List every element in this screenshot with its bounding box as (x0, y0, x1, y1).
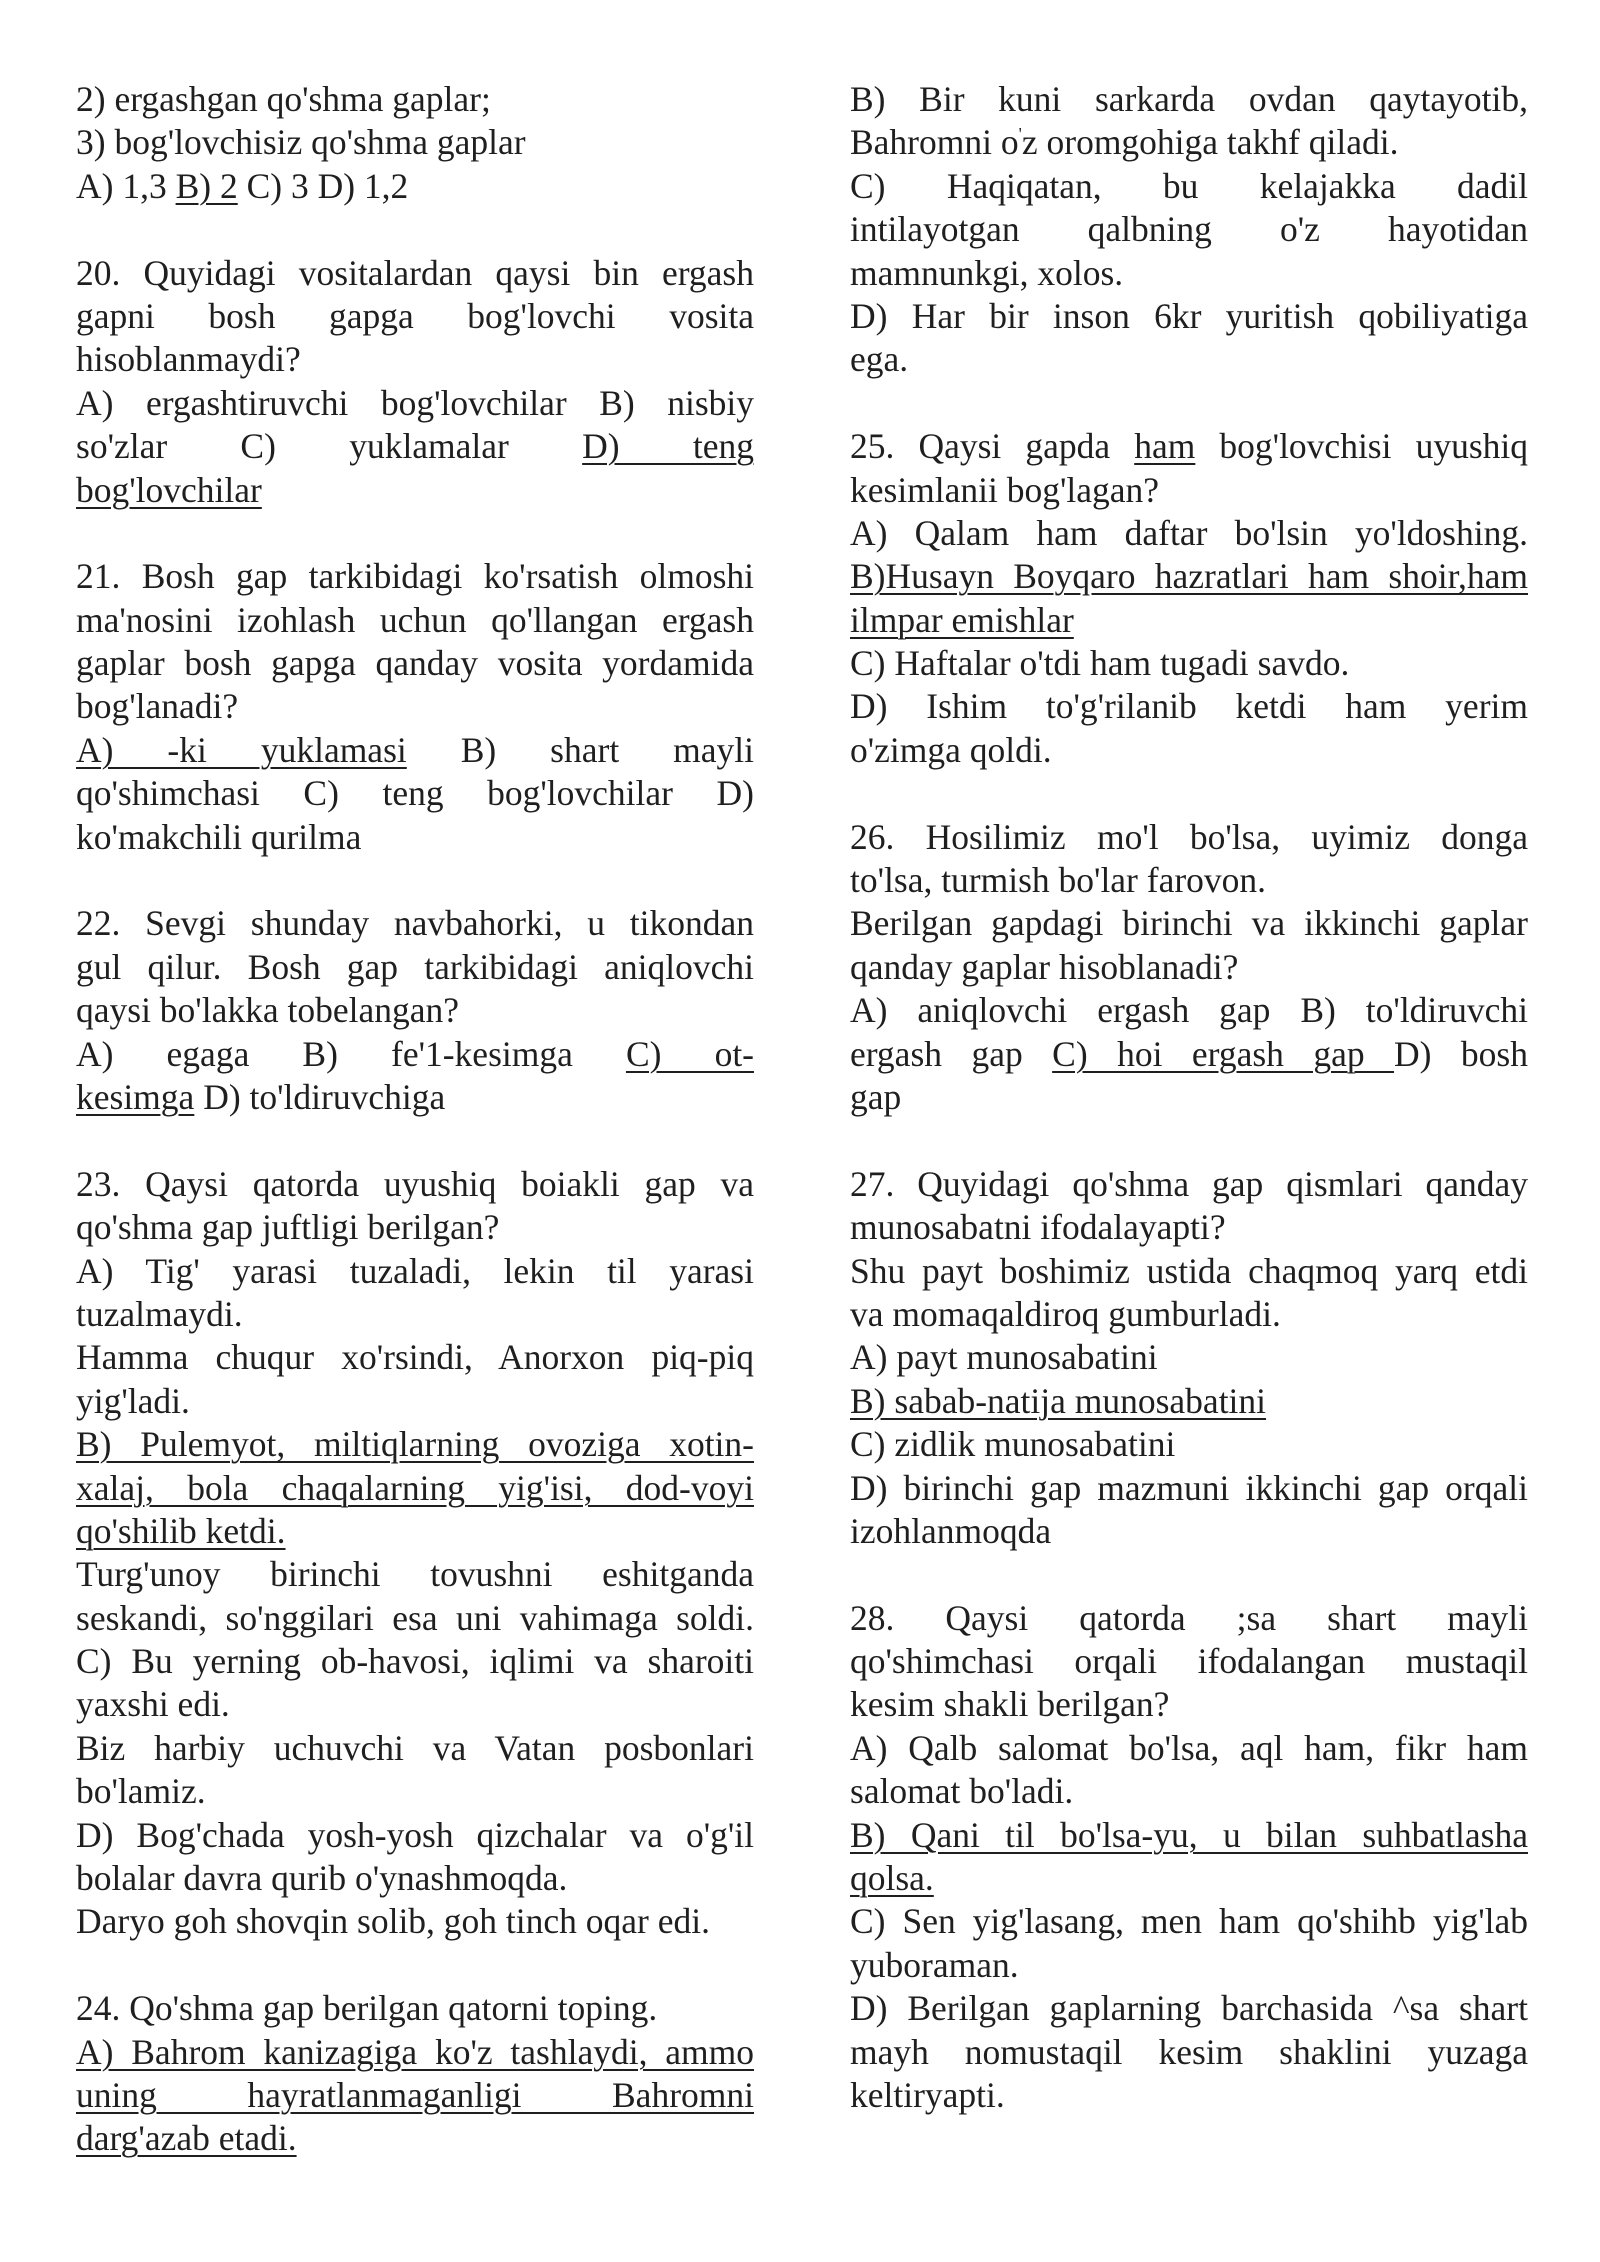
text-line: C) Sen yig'lasang, men ham qo'shihb yig'lab (850, 1901, 1528, 1942)
text-fragment: C) 3 D) 1,2 (237, 165, 409, 206)
text-line: yig'ladi. (76, 1380, 190, 1421)
text-line (850, 1814, 1528, 1857)
text-line (76, 1423, 754, 1466)
underlined-answer: D) teng (582, 426, 754, 467)
underlined-answer: darg'azab etadi. (76, 2118, 297, 2159)
underlined-answer: B) 2 (175, 165, 238, 206)
text-fragment: ' (1018, 124, 1022, 145)
text-fragment: A) egaga B) fe'1-kesimga (76, 1033, 626, 1074)
text-line: qanday gaplar hisoblanadi? (850, 946, 1239, 987)
text-line: ega. (850, 339, 909, 380)
underlined-answer: kesimga (76, 1076, 195, 1117)
text-line: C) Haqiqatan, bu kelajakka dadil (850, 165, 1528, 206)
blank-line (76, 1944, 754, 1987)
text-line: Daryo goh shovqin solib, goh tinch oqar edi. (76, 1901, 710, 1942)
blank-line (850, 1553, 1528, 1596)
text-line: kesim shakli berilgan? (850, 1684, 1170, 1725)
text-line (76, 2031, 754, 2074)
text-line: yuboraman. (850, 1944, 1019, 1985)
text-line: Hamma chuqur xo'rsindi, Anorxon piq-piq (76, 1337, 754, 1378)
blank-line (76, 512, 754, 555)
text-line: 23. Qaysi qatorda uyushiq boiakli gap va (76, 1163, 754, 1204)
text-line: A) Tig' yarasi tuzaladi, lekin til yarasi (76, 1250, 754, 1291)
text-line: D) Har bir inson 6kr yuritish qobiliyatiga (850, 295, 1528, 336)
text-line: 20. Quyidagi vositalardan qaysi bin ergash (76, 252, 754, 293)
text-line: 21. Bosh gap tarkibidagi ko'rsatish olmoshi (76, 556, 754, 597)
blank-line (850, 1119, 1528, 1162)
text-line (850, 1380, 1528, 1423)
blank-line (850, 772, 1528, 815)
text-line: Berilgan gapdagi birinchi va ikkinchi gaplar (850, 903, 1528, 944)
underlined-answer: B)Husayn Boyqaro hazratlari ham shoir,ham (850, 556, 1528, 597)
text-line: intilayotgan qalbning o'z hayotidan (850, 209, 1528, 250)
underlined-answer: A) -ki yuklamasi (76, 729, 407, 770)
underlined-answer: bog'lovchilar (76, 469, 262, 510)
text-fragment: ergash gap (850, 1033, 1053, 1074)
text-line: ma'nosini izohlash uchun qo'llangan ergash (76, 599, 754, 640)
text-fragment: 25. Qaysi gapda (850, 426, 1135, 467)
text-line: A) Qalb salomat bo'lsa, aql ham, fikr ham (850, 1727, 1528, 1768)
text-line (76, 469, 754, 512)
underlined-answer: B) sabab-natija munosabatini (850, 1380, 1267, 1421)
text-line: B) Bir kuni sarkarda ovdan qaytayotib, (850, 79, 1528, 119)
text-line: A) ergashtiruvchi bog'lovchilar B) nisbiy (76, 382, 754, 423)
left-column (76, 78, 754, 2161)
text-line: mamnunkgi, xolos. (850, 252, 1124, 293)
text-line: gaplar bosh gapga qanday vosita yordamida (76, 643, 754, 684)
underlined-answer: ilmpar emishlar (850, 599, 1074, 640)
text-line (76, 2074, 754, 2117)
text-line (850, 1857, 1528, 1900)
text-line: izohlanmoqda (850, 1510, 1052, 1551)
text-line (850, 425, 1528, 468)
text-line: C) Haftalar o'tdi ham tugadi savdo. (850, 643, 1350, 684)
text-line: bolalar davra qurib o'ynashmoqda. (76, 1858, 568, 1899)
text-line: salomat bo'ladi. (850, 1771, 1074, 1812)
text-fragment: B) shart mayli (406, 729, 754, 770)
text-line (850, 599, 1528, 642)
text-line: Turg'unoy birinchi tovushni eshitganda (76, 1554, 754, 1595)
text-line: 2) ergashgan qo'shma gaplar; (76, 79, 491, 119)
text-fragment: D) to'ldiruvchiga (194, 1076, 446, 1117)
text-line: qo'shma gap juftligi berilgan? (76, 1207, 500, 1248)
text-line: D) Ishim to'g'rilanib ketdi ham yerim (850, 686, 1528, 727)
left-column-text (76, 78, 754, 2161)
text-line (76, 1510, 754, 1553)
text-line (850, 555, 1528, 598)
text-line: Biz harbiy uchuvchi va Vatan posbonlari (76, 1727, 754, 1768)
underlined-answer: C) ot- (625, 1033, 754, 1074)
text-line: tuzalmaydi. (76, 1293, 243, 1334)
text-line: A) aniqlovchi ergash gap B) to'ldiruvchi (850, 990, 1528, 1031)
text-line: qo'shimchasi orqali ifodalangan mustaqil (850, 1641, 1528, 1682)
text-line: o'zimga qoldi. (850, 729, 1052, 770)
text-line: A) payt munosabatini (850, 1337, 1158, 1378)
text-line: ko'makchili qurilma (76, 816, 362, 857)
text-line: Shu payt boshimiz ustida chaqmoq yarq etdi (850, 1250, 1528, 1291)
text-line (76, 165, 754, 208)
text-line: keltiryapti. (850, 2074, 1005, 2115)
text-line: D) birinchi gap mazmuni ikkinchi gap orqali (850, 1467, 1528, 1508)
text-line: D) Berilgan gaplarning barchasida ^sa shart (850, 1988, 1528, 2029)
text-fragment: D) bosh (1394, 1033, 1528, 1074)
underlined-answer: ham (1134, 426, 1196, 467)
blank-line (76, 859, 754, 902)
text-line: C) Bu yerning ob-havosi, iqlimi va sharoiti (76, 1641, 754, 1682)
text-line: gul qilur. Bosh gap tarkibidagi aniqlovchi (76, 946, 754, 987)
text-line: kesimlanii bog'lagan? (850, 469, 1160, 510)
text-line: munosabatni ifodalayapti? (850, 1207, 1226, 1248)
text-line (76, 1076, 754, 1119)
text-line: C) zidlik munosabatini (850, 1424, 1176, 1465)
text-line: gapni bosh gapga bog'lovchi vosita (76, 295, 754, 336)
text-fragment: A) 1,3 (76, 165, 176, 206)
text-fragment: so'zlar C) yuklamalar (76, 426, 583, 467)
text-line: 28. Qaysi qatorda ;sa shart mayli (850, 1597, 1528, 1638)
text-fragment: z oromgohiga takhf qiladi. (1021, 122, 1399, 163)
text-line: 22. Sevgi shunday navbahorki, u tikondan (76, 903, 754, 944)
blank-line (76, 208, 754, 251)
text-line: gap (850, 1076, 902, 1117)
text-line: A) Qalam ham daftar bo'lsin yo'ldoshing. (850, 512, 1528, 553)
underlined-answer: uning hayratlanmaganligi Bahromni (76, 2074, 754, 2115)
text-line: seskandi, so'nggilari esa uni vahimaga soldi. (76, 1597, 754, 1638)
text-fragment: bog'lovchisi uyushiq (1195, 426, 1528, 467)
text-line (850, 121, 1528, 164)
text-line: qo'shimchasi C) teng bog'lovchilar D) (76, 773, 754, 814)
text-line: mayh nomustaqil kesim shaklini yuzaga (850, 2031, 1528, 2072)
underlined-answer: B) Pulemyot, miltiqlarning ovoziga xotin- (76, 1424, 754, 1465)
blank-line (76, 1119, 754, 1162)
underlined-answer: qolsa. (850, 1858, 934, 1899)
text-line: va momaqaldiroq gumburladi. (850, 1293, 1281, 1334)
text-line (850, 1033, 1528, 1076)
text-line: 3) bog'lovchisiz qo'shma gaplar (76, 122, 526, 163)
text-line (76, 425, 754, 468)
right-column-text (850, 78, 1528, 2117)
text-line (76, 729, 754, 772)
blank-line (850, 382, 1528, 425)
text-line: qaysi bo'lakka tobelangan? (76, 990, 459, 1031)
text-line: 24. Qo'shma gap berilgan qatorni toping. (76, 1988, 658, 2029)
right-column (850, 78, 1528, 2117)
text-line: bo'lamiz. (76, 1771, 206, 1812)
text-line: bog'lanadi? (76, 686, 239, 727)
text-line: D) Bog'chada yosh-yosh qizchalar va o'g'il (76, 1814, 754, 1855)
text-line: 26. Hosilimiz mo'l bo'lsa, uyimiz donga (850, 816, 1528, 857)
text-line (76, 2117, 754, 2160)
underlined-answer: qo'shilib ketdi. (76, 1510, 286, 1551)
text-line: 27. Quyidagi qo'shma gap qismlari qanday (850, 1163, 1528, 1204)
underlined-answer: A) Bahrom kanizagiga ko'z tashlaydi, ammo (76, 2031, 754, 2072)
underlined-answer: xalaj, bola chaqalarning yig'isi, dod-voyi (76, 1467, 754, 1508)
text-fragment: Bahromni o (850, 122, 1019, 163)
text-line: yaxshi edi. (76, 1684, 230, 1725)
text-line (76, 1033, 754, 1076)
underlined-answer: C) hoi ergash gap (1052, 1033, 1395, 1074)
text-line: hisoblanmaydi? (76, 339, 301, 380)
text-line: to'lsa, turmish bo'lar farovon. (850, 860, 1267, 901)
text-line (76, 1467, 754, 1510)
underlined-answer: B) Qani til bo'lsa-yu, u bilan suhbatlasha (850, 1814, 1528, 1855)
